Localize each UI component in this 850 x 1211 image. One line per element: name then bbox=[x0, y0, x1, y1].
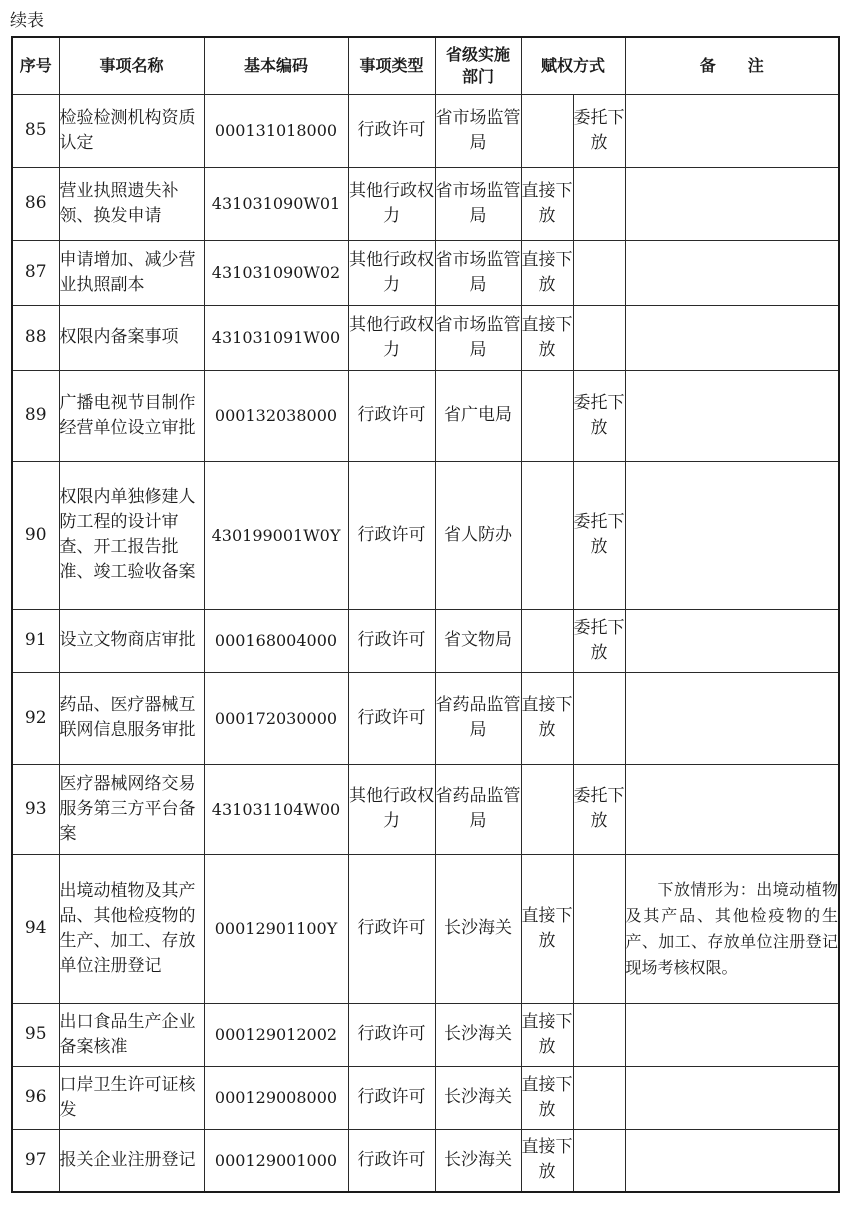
row-type: 行政许可 bbox=[348, 1129, 435, 1192]
row-note: 下放情形为：出境动植物及其产品、其他检疫物的生产、加工、存放单位注册登记现场考核权限。 bbox=[625, 854, 839, 1003]
row-name: 检验检测机构资质认定 bbox=[59, 94, 204, 167]
row-note bbox=[625, 764, 839, 854]
row-name: 出境动植物及其产品、其他检疫物的生产、加工、存放单位注册登记 bbox=[59, 854, 204, 1003]
row-name: 医疗器械网络交易服务第三方平台备案 bbox=[59, 764, 204, 854]
row-type: 行政许可 bbox=[348, 1066, 435, 1129]
row-code: 000129012002 bbox=[204, 1003, 348, 1066]
table-row bbox=[12, 764, 839, 854]
row-method-entrust bbox=[573, 240, 625, 305]
row-method-entrust bbox=[573, 854, 625, 1003]
row-method-direct bbox=[521, 764, 573, 854]
table-row bbox=[12, 167, 839, 240]
row-code: 431031091W00 bbox=[204, 305, 348, 370]
header-method: 赋权方式 bbox=[521, 37, 625, 94]
row-code: 000129008000 bbox=[204, 1066, 348, 1129]
header-dept-line1: 省级实施 bbox=[445, 44, 510, 64]
row-dept: 省广电局 bbox=[435, 370, 521, 461]
row-code: 430199001W0Y bbox=[204, 461, 348, 609]
table-caption: 续表 bbox=[10, 11, 44, 31]
row-type: 行政许可 bbox=[348, 854, 435, 1003]
row-method-entrust bbox=[573, 305, 625, 370]
row-method-entrust bbox=[573, 167, 625, 240]
row-no: 88 bbox=[12, 305, 59, 370]
table-row bbox=[12, 240, 839, 305]
row-note bbox=[625, 94, 839, 167]
row-note bbox=[625, 461, 839, 609]
row-method-entrust: 委托下放 bbox=[573, 461, 625, 609]
row-method-entrust: 委托下放 bbox=[573, 764, 625, 854]
row-no: 95 bbox=[12, 1003, 59, 1066]
row-note bbox=[625, 1129, 839, 1192]
row-method-direct: 直接下放 bbox=[521, 1003, 573, 1066]
row-dept: 省市场监管局 bbox=[435, 305, 521, 370]
row-type: 行政许可 bbox=[348, 1003, 435, 1066]
table-body bbox=[12, 94, 839, 1192]
table-row bbox=[12, 305, 839, 370]
row-note bbox=[625, 1003, 839, 1066]
row-method-direct: 直接下放 bbox=[521, 854, 573, 1003]
header-dept-line2: 部门 bbox=[461, 66, 494, 86]
table-row bbox=[12, 461, 839, 609]
row-method-entrust bbox=[573, 1129, 625, 1192]
row-name: 权限内备案事项 bbox=[59, 305, 204, 370]
row-no: 96 bbox=[12, 1066, 59, 1129]
row-code: 431031090W01 bbox=[204, 167, 348, 240]
header-row bbox=[12, 37, 839, 94]
row-method-direct: 直接下放 bbox=[521, 305, 573, 370]
row-method-direct bbox=[521, 94, 573, 167]
row-type: 其他行政权力 bbox=[348, 764, 435, 854]
row-note bbox=[625, 370, 839, 461]
table-row bbox=[12, 94, 839, 167]
row-name: 药品、医疗器械互联网信息服务审批 bbox=[59, 672, 204, 764]
row-no: 92 bbox=[12, 672, 59, 764]
table-row bbox=[12, 1066, 839, 1129]
row-method-direct bbox=[521, 609, 573, 672]
row-dept: 长沙海关 bbox=[435, 1066, 521, 1129]
row-code: 000131018000 bbox=[204, 94, 348, 167]
row-name: 报关企业注册登记 bbox=[59, 1129, 204, 1192]
row-dept: 长沙海关 bbox=[435, 1003, 521, 1066]
table-row bbox=[12, 854, 839, 1003]
row-dept: 长沙海关 bbox=[435, 854, 521, 1003]
header-name: 事项名称 bbox=[59, 37, 204, 94]
row-dept: 省文物局 bbox=[435, 609, 521, 672]
row-method-entrust bbox=[573, 672, 625, 764]
row-code: 000129001000 bbox=[204, 1129, 348, 1192]
row-dept: 省药品监管局 bbox=[435, 764, 521, 854]
row-name: 出口食品生产企业备案核准 bbox=[59, 1003, 204, 1066]
table-row bbox=[12, 609, 839, 672]
header-dept bbox=[435, 37, 521, 94]
row-no: 91 bbox=[12, 609, 59, 672]
row-method-direct bbox=[521, 370, 573, 461]
row-code: 000132038000 bbox=[204, 370, 348, 461]
row-method-entrust bbox=[573, 1066, 625, 1129]
row-no: 90 bbox=[12, 461, 59, 609]
row-code: 431031090W02 bbox=[204, 240, 348, 305]
row-code: 431031104W00 bbox=[204, 764, 348, 854]
row-code: 000172030000 bbox=[204, 672, 348, 764]
row-type: 行政许可 bbox=[348, 94, 435, 167]
row-method-entrust: 委托下放 bbox=[573, 609, 625, 672]
row-name: 申请增加、减少营业执照副本 bbox=[59, 240, 204, 305]
row-method-direct bbox=[521, 461, 573, 609]
row-method-direct: 直接下放 bbox=[521, 1129, 573, 1192]
row-type: 行政许可 bbox=[348, 370, 435, 461]
row-code: 00012901100Y bbox=[204, 854, 348, 1003]
row-dept: 省市场监管局 bbox=[435, 167, 521, 240]
row-note bbox=[625, 167, 839, 240]
row-name: 广播电视节目制作经营单位设立审批 bbox=[59, 370, 204, 461]
row-no: 94 bbox=[12, 854, 59, 1003]
row-no: 86 bbox=[12, 167, 59, 240]
row-type: 其他行政权力 bbox=[348, 305, 435, 370]
row-method-direct: 直接下放 bbox=[521, 167, 573, 240]
row-no: 85 bbox=[12, 94, 59, 167]
header-note: 备 注 bbox=[625, 37, 839, 94]
row-note bbox=[625, 609, 839, 672]
row-dept: 长沙海关 bbox=[435, 1129, 521, 1192]
row-name: 营业执照遗失补领、换发申请 bbox=[59, 167, 204, 240]
header-type: 事项类型 bbox=[348, 37, 435, 94]
row-type: 其他行政权力 bbox=[348, 167, 435, 240]
row-type: 行政许可 bbox=[348, 609, 435, 672]
header-code: 基本编码 bbox=[204, 37, 348, 94]
row-type: 其他行政权力 bbox=[348, 240, 435, 305]
header-no: 序号 bbox=[12, 37, 59, 94]
row-note bbox=[625, 240, 839, 305]
row-method-entrust: 委托下放 bbox=[573, 370, 625, 461]
row-method-entrust: 委托下放 bbox=[573, 94, 625, 167]
table-row bbox=[12, 1003, 839, 1066]
row-method-direct: 直接下放 bbox=[521, 672, 573, 764]
row-no: 87 bbox=[12, 240, 59, 305]
row-no: 97 bbox=[12, 1129, 59, 1192]
table-row bbox=[12, 1129, 839, 1192]
row-note bbox=[625, 305, 839, 370]
row-name: 设立文物商店审批 bbox=[59, 609, 204, 672]
row-note bbox=[625, 1066, 839, 1129]
row-dept: 省市场监管局 bbox=[435, 94, 521, 167]
row-code: 000168004000 bbox=[204, 609, 348, 672]
row-dept: 省市场监管局 bbox=[435, 240, 521, 305]
row-method-direct: 直接下放 bbox=[521, 1066, 573, 1129]
row-type: 行政许可 bbox=[348, 672, 435, 764]
row-dept: 省人防办 bbox=[435, 461, 521, 609]
row-method-entrust bbox=[573, 1003, 625, 1066]
row-dept: 省药品监管局 bbox=[435, 672, 521, 764]
row-no: 93 bbox=[12, 764, 59, 854]
row-note bbox=[625, 672, 839, 764]
row-method-direct: 直接下放 bbox=[521, 240, 573, 305]
table-row bbox=[12, 672, 839, 764]
row-no: 89 bbox=[12, 370, 59, 461]
row-name: 口岸卫生许可证核发 bbox=[59, 1066, 204, 1129]
row-type: 行政许可 bbox=[348, 461, 435, 609]
items-table bbox=[11, 36, 840, 1193]
table-row bbox=[12, 370, 839, 461]
row-name: 权限内单独修建人防工程的设计审查、开工报告批准、竣工验收备案 bbox=[59, 461, 204, 609]
